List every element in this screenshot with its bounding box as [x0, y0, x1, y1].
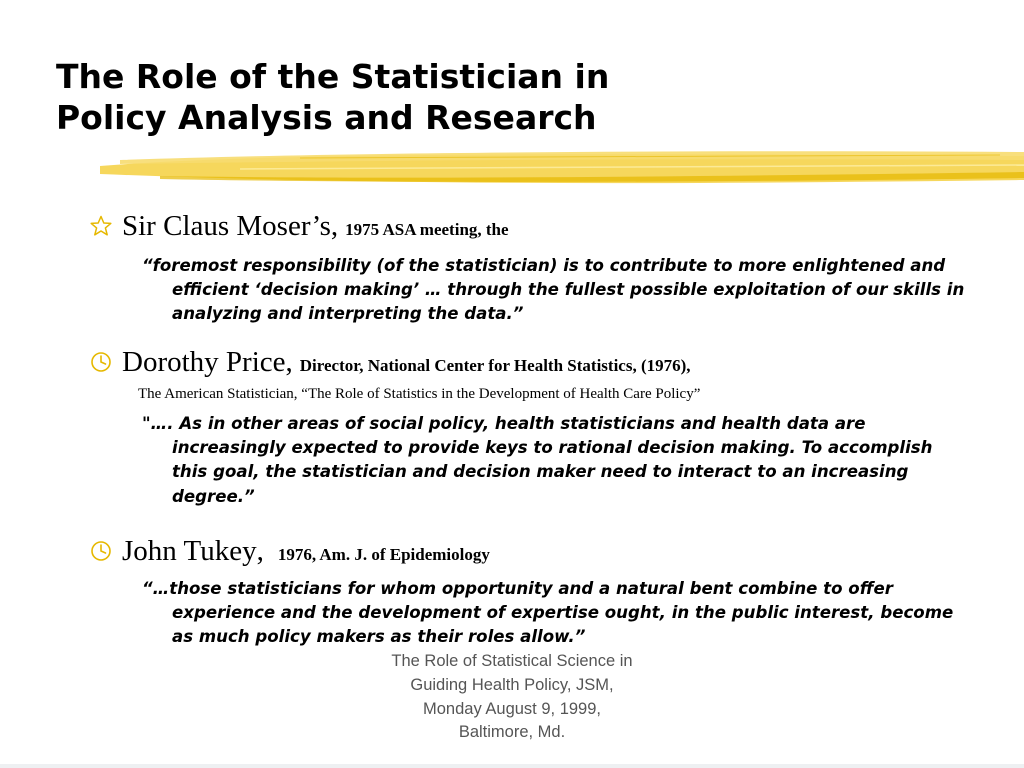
speaker-detail: 1975 ASA meeting, the — [345, 220, 509, 239]
clock-icon — [90, 540, 122, 562]
bullet-price — [90, 345, 691, 379]
speaker-name: John Tukey — [122, 535, 257, 567]
speaker-detail: 1976, Am. J. of Epidemiology — [277, 545, 490, 564]
bottom-divider — [0, 764, 1024, 768]
slide-title — [56, 56, 609, 138]
footer-line-2: Guiding Health Policy, JSM, — [410, 675, 614, 694]
bullet-tukey — [90, 534, 490, 568]
slide-title-line-1: The Role of the Statistician in — [56, 57, 610, 96]
price-citation: The American Statistician, “The Role of Statistics in the Development of Health Care Policy” — [138, 386, 701, 402]
speaker-comma: , — [285, 346, 293, 378]
footer-line-4: Baltimore, Md. — [458, 723, 566, 742]
highlighter-stroke-decoration — [100, 146, 1024, 190]
bullet-moser — [90, 209, 509, 243]
moser-quote: “foremost responsibility (of the statistician) is to contribute to more enlightened and efficient ‘decision making’ … through the fullest possible exploitation of our skills in analyzing and interpreting the data.” — [142, 256, 965, 324]
slide-title-line-2: Policy Analysis and Research — [56, 98, 597, 137]
speaker-comma: , — [256, 535, 264, 567]
speaker-name: Dorothy Price — [122, 346, 286, 378]
slide-footer — [262, 650, 762, 745]
star-icon — [90, 215, 122, 237]
tukey-quote: “…those statisticians for whom opportunity and a natural bent combine to offer experience and the development of expertise ought, in the public interest, become as much policy makers as their roles allow.” — [142, 579, 954, 647]
footer-line-3: Monday August 9, 1999, — [423, 699, 601, 718]
footer-line-1: The Role of Statistical Science in — [391, 652, 633, 670]
speaker-name: Sir Claus Moser’s, — [122, 210, 339, 242]
clock-icon — [90, 351, 122, 373]
speaker-detail: Director, National Center for Health Statistics, (1976), — [299, 356, 691, 375]
price-quote: "…. As in other areas of social policy, health statisticians and health data are increasingly expected to provide keys to rational decision making. To accomplish this goal, the statistician and decision maker need to interact to an increasing degree.” — [142, 414, 933, 506]
